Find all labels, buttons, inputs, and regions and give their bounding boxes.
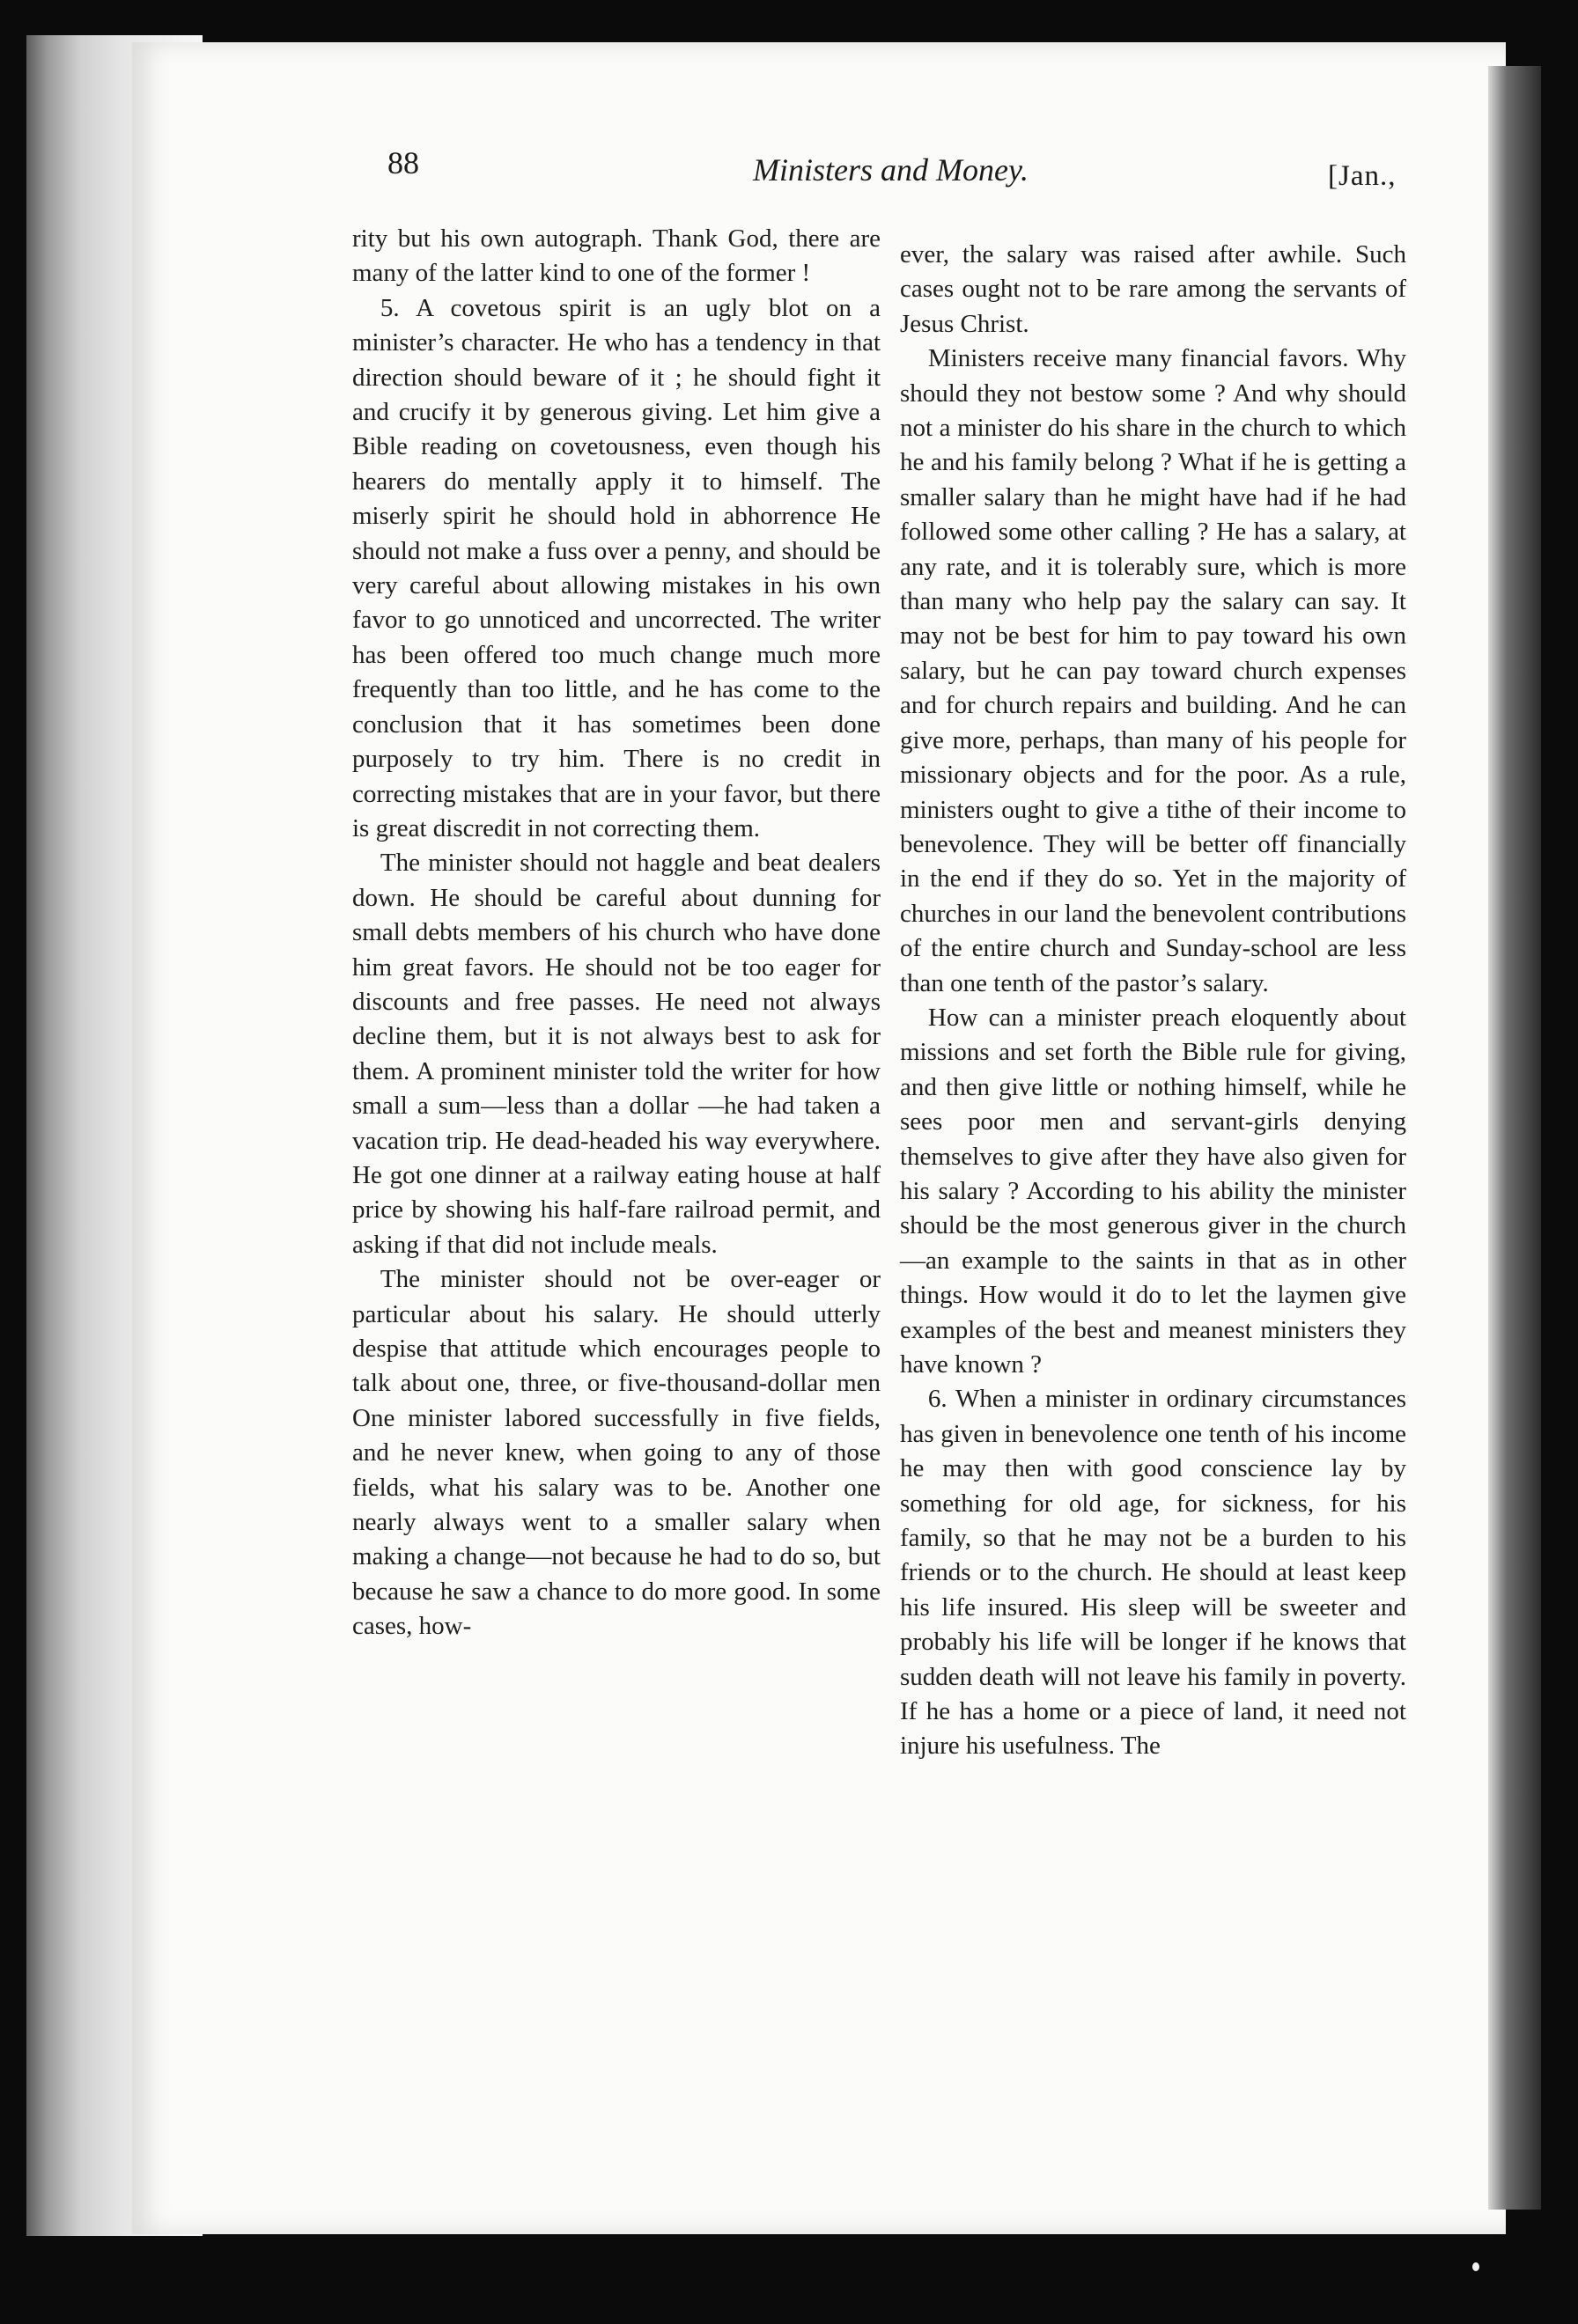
running-title: Ministers and Money.: [753, 152, 1029, 188]
paragraph: 5. A covetous spirit is an ugly blot on a minister’s character. He who has a tendency in that direction should beware of it ; he should fight it and crucify it by generous giving. Let him give a Bible reading on covetousness, even though his hearers do mentally apply it to himself. The miserly spirit he should hold in abhorrence He should not make a fuss over a penny, and should be very careful about allowing mistakes in his own favor to go unnoticed and uncorrected. The writer has been offered too much change much more frequently than too little, and he has come to the conclusion that it has sometimes been done purposely to try him. There is no credit in correcting mistakes that are in your favor, but there is great discredit in not correcting them.: [352, 293, 881, 842]
left-column: [352, 222, 881, 1644]
paragraph: 6. When a minister in ordinary circumstances has given in benevolence one tenth of his income he may then with good conscience lay by something for old age, for sickness, for his family, so that he may not be a burden to his friends or to the church. He should at least keep his life insured. His sleep will be sweeter and probably his life will be longer if he knows that sudden death will not leave his family in poverty. If he has a home or a piece of land, it need not injure his usefulness. The: [900, 1385, 1406, 1761]
paragraph: How can a minister preach eloquently about missions and set forth the Bible rule for giving, and then give little or nothing himself, while he sees poor men and servant-girls denying themselves to give after they have also given for his salary ? According to his ability the minister should be the most generous giver in the church—an example to the saints in that as in other things. How would it do to let the laymen give examples of the best and meanest ministers they have known ?: [900, 1003, 1406, 1379]
next-page-edge: [1488, 66, 1541, 2210]
page-number: 88: [387, 145, 419, 180]
paragraph: The minister should not haggle and beat dealers down. He should be careful about dunning for small debts members of his church who have done him great favors. He should not be too eager for discounts and free passes. He need not always decline them, but it is not always best to ask for them. A prominent minister told the writer for how small a sum—less than a dollar —he had taken a vacation trip. He dead-headed his way everywhere. He got one dinner at a railway eating house at half price by showing his half-fare railroad permit, and asking if that did not include meals.: [352, 849, 881, 1259]
section-mark: [Jan.,: [1328, 160, 1397, 192]
right-column: [900, 238, 1406, 1764]
running-header: [387, 139, 1409, 201]
paragraph: Ministers receive many financial favors. Why should they not bestow some ? And why should not a minister do his share in the church to which he and his family belong ? What if he is getting a smaller salary than he might have had if he had followed some other calling ? He has a salary, at any rate, and it is tolerably sure, which is more than many who help pay the salary can say. It may not be best for him to pay toward his own salary, but he can pay toward church expenses and for church repairs and building. And he can give more, perhaps, than many of his people for missionary objects and for the poor. As a rule, ministers ought to give a tithe of their income to benevolence. They will be better off financially in the end if they do so. Yet in the majority of churches in our land the benevolent contributions of the entire church and Sunday-school are less than one tenth of the pastor’s salary.: [900, 344, 1406, 997]
paragraph: The minister should not be over-eager or particular about his salary. He should utterly despise that attitude which encourages people to talk about one, three, or five-thousand-dollar men One minister labored successfully in five fields, and he never knew, when going to any of those fields, what his salary was to be. Another one nearly always went to a smaller salary when making a change—not because he had to do so, but because he saw a chance to do more good. In some cases, how-: [352, 1265, 881, 1641]
paragraph: ever, the salary was raised after awhile. Such cases ought not to be rare among the servants of Jesus Christ.: [900, 240, 1406, 338]
paragraph: rity but his own autograph. Thank God, there are many of the latter kind to one of the former !: [352, 224, 881, 288]
scan-speck: [1472, 2262, 1479, 2271]
